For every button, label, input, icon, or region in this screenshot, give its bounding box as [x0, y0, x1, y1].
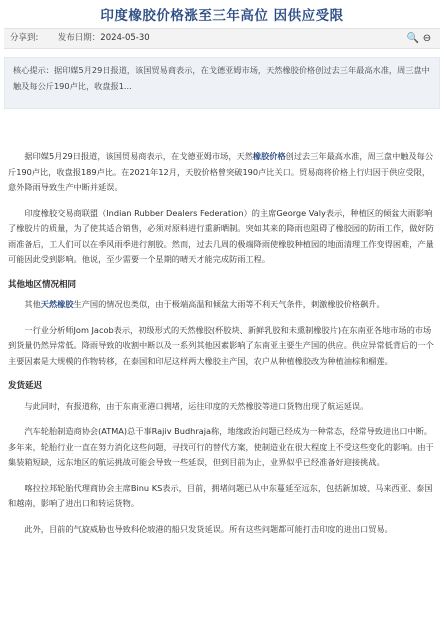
publish-date: 2024-05-30	[100, 33, 150, 43]
paragraph: 汽车轮胎制造商协会(ATMA)总干事Rajiv Budhraja称，地缘政治问题已经成为一种常态，经常导致进出口中断。多年来，轮胎行业一直在努力消化这些问题，寻找可行的替代方案，使制造业在很大程度上不受这些变化的影响。由于集装箱短缺，远东地区的航运挑战可能会导致一些延误，但到目前为止，业界似乎已经准备好迎接挑战。	[8, 426, 434, 467]
paragraph: 据印媒5月29日报道，该国贸易商表示，在戈德亚姆市场，天然橡胶价格创过去三年最高水准，周三盘中触及每公斤190卢比，收盘报189卢比。在2021年12月，天胶价格曾突破190卢比关口。贸易商将价格上行归因于供应受限，意外降雨导致生产中断并延误。	[8, 151, 434, 192]
section-heading: 发货延迟	[8, 381, 43, 391]
summary-text: 据印媒5月29日报道，该国贸易商表示，在戈德亚姆市场，天然橡胶价格创过去三年最高水准，周三盘中触及每公斤190卢比，收盘报1...	[13, 65, 430, 91]
section-heading: 其他地区情况相同	[8, 279, 77, 290]
paragraph: 一行业分析师Jom Jacob表示，初级形式的天然橡胶(杯胶块、新鲜乳胶和未熏制橡胶片)在东南亚各地市场的市场到货量仍然异常低。降雨导致的收割中断以及一系列其他因素影响了东南亚主要生产国的供应。供应异常低背后的一个主要因素是大规模的作物转移，在泰国和印尼这样两大橡胶主产国，农户从种植橡胶改为种植油棕和榴莲。	[8, 324, 434, 366]
summary-label: 核心提示：	[13, 65, 54, 75]
share-label[interactable]: 分享到:	[10, 33, 39, 43]
paragraph: 其他天然橡胶生产国的情况也类似，由于极端高温和倾盆大雨等不利天气条件，刺激橡胶价格飙升。	[24, 299, 385, 309]
paragraph: 喀拉拉邦轮胎代理商协会主席Binu KS表示，目前，拥堵问题已从中东蔓延至远东，包括新加坡、马来西亚、泰国和越南，影响了进出口和转运货物。	[8, 482, 433, 508]
article-body	[0, 149, 444, 537]
paragraph: 此外，目前的气旋威胁也导致科伦坡港的船只发货延误。所有这些问题都可能打击印度的进出口贸易。	[24, 523, 393, 534]
zoom-out-icon[interactable]: ⊖	[422, 33, 432, 44]
paragraph: 印度橡胶交易商联盟（Indian Rubber Dealers Federation）的主席George Valy表示，种植区的倾盆大雨影响了橡胶片的质量，为了使其适合销售，必须对原料进行重新晒制。突如其来的降雨也阻碍了橡胶园的防雨工作，做好防雨准备后，工人们可以在季风雨季进行割胶。然而，过去几周的极端降雨使橡胶种植园的地面清理工作变得困难，产量可能因此受到影响。他说，至少需要一个星期的晴天才能完成防雨工程。	[8, 207, 434, 264]
keyword-link[interactable]: 橡胶价格	[252, 151, 286, 161]
page-title: 印度橡胶价格涨至三年高位 因供应受限	[100, 8, 344, 24]
zoom-controls	[406, 29, 434, 48]
date-label: 发布日期：	[57, 33, 101, 43]
paragraph: 与此同时，有报道称，由于东南亚港口拥堵，运往印度的天然橡胶等进口货物出现了航运延误。	[24, 400, 369, 411]
keyword-link[interactable]: 天然橡胶	[40, 299, 74, 309]
info-bar	[4, 28, 440, 49]
zoom-in-icon[interactable]: 🔍	[406, 33, 420, 44]
summary-box	[4, 57, 440, 109]
